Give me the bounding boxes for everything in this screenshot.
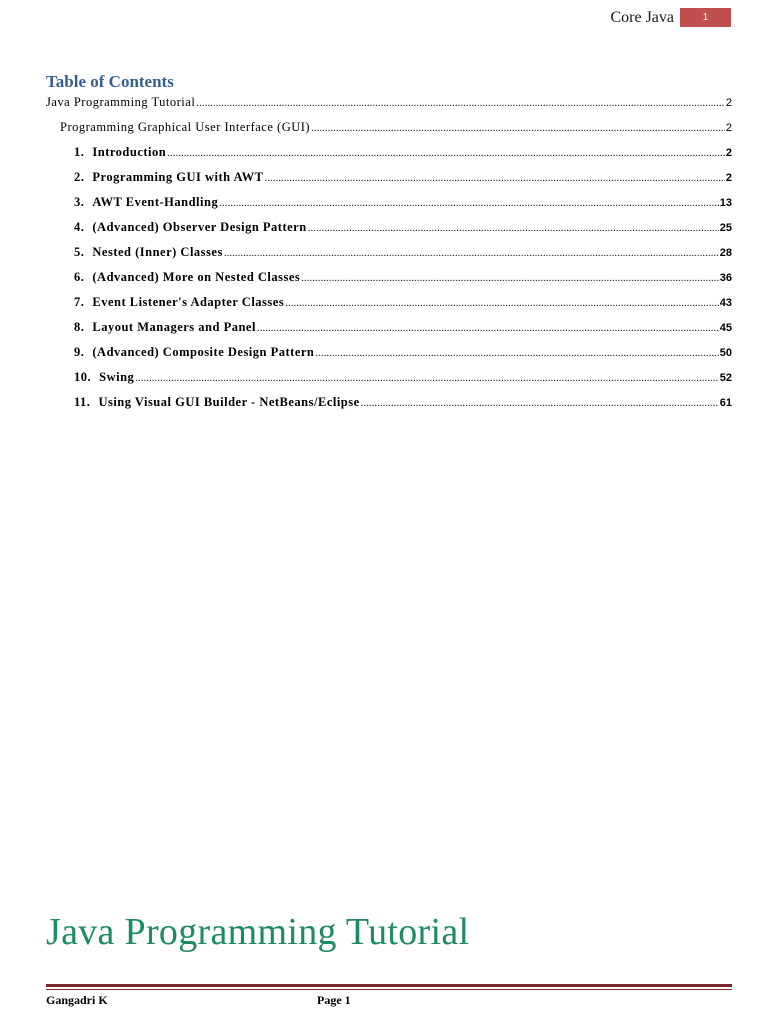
footer-author: Gangadri K: [46, 993, 108, 1007]
toc-entry-number: 9.: [74, 345, 85, 359]
toc-entry-page: 36: [719, 272, 732, 284]
toc-entry-number: 7.: [74, 295, 85, 309]
toc-entry[interactable]: [74, 220, 732, 236]
toc-entry-number: 3.: [74, 195, 85, 209]
toc-entry-page: 50: [719, 347, 732, 359]
toc-entry[interactable]: [74, 245, 732, 261]
document-title: Java Programming Tutorial: [46, 911, 470, 953]
toc-entry-label: [74, 195, 218, 210]
toc-entry-label: Java Programming Tutorial: [46, 95, 196, 109]
toc-entry-number: 4.: [74, 220, 85, 234]
toc-entry-page: 28: [719, 247, 732, 259]
toc-entry-text: Using Visual GUI Builder - NetBeans/Eclipse: [98, 395, 360, 409]
toc-entry-label: [74, 245, 223, 260]
toc-entry[interactable]: [74, 345, 732, 361]
toc-entry-page: 43: [719, 297, 732, 309]
toc-entry-text: (Advanced) Composite Design Pattern: [92, 345, 315, 359]
toc-leader-dots: [265, 172, 725, 184]
toc-entry-number: 8.: [74, 320, 85, 334]
toc-entry-number: 10.: [74, 370, 92, 384]
toc-leader-dots: [361, 397, 719, 409]
toc-entry-label: [74, 145, 166, 160]
toc-entry-page: 2: [725, 122, 732, 134]
toc-entry[interactable]: [60, 120, 732, 136]
toc-entry[interactable]: [74, 270, 732, 286]
toc-entry[interactable]: [74, 295, 732, 311]
header-title: Core Java: [610, 9, 674, 26]
footer-rule-thin: [46, 989, 732, 990]
toc-entry-text: Layout Managers and Panel: [92, 320, 256, 334]
toc-entry-number: 5.: [74, 245, 85, 259]
toc-entry-label: [74, 270, 300, 285]
toc-entry[interactable]: [74, 170, 732, 186]
toc-entry-text: Nested (Inner) Classes: [92, 245, 223, 259]
footer-rule-thick: [46, 984, 732, 987]
toc-entry-label: [74, 320, 256, 335]
toc-entry-page: 13: [719, 197, 732, 209]
toc-leader-dots: [301, 272, 718, 284]
toc-entry-page: 61: [719, 397, 732, 409]
toc-entry-label: [74, 345, 314, 360]
toc-entry-text: Programming GUI with AWT: [92, 170, 264, 184]
toc-leader-dots: [285, 297, 719, 309]
toc-entry-text: AWT Event-Handling: [92, 195, 219, 209]
toc-entry-label: [74, 220, 307, 235]
footer-page-label: Page 1: [317, 993, 351, 1007]
toc-leader-dots: [311, 122, 725, 134]
toc-entry[interactable]: [74, 145, 732, 161]
toc-entry-page: 2: [725, 97, 732, 109]
toc-entry-label: [74, 295, 284, 310]
toc-leader-dots: [135, 372, 718, 384]
toc-entry-label: [74, 395, 360, 410]
toc-entry-number: 6.: [74, 270, 85, 284]
page-number-badge: 1: [680, 8, 731, 27]
toc-leader-dots: [308, 222, 719, 234]
toc-entry-number: 1.: [74, 145, 85, 159]
toc-entry-label: [74, 170, 264, 185]
toc-entry[interactable]: [74, 370, 732, 386]
toc-entry-page: 25: [719, 222, 732, 234]
toc-leader-dots: [257, 322, 719, 334]
toc-entry-text: (Advanced) More on Nested Classes: [92, 270, 301, 284]
toc-leader-dots: [224, 247, 719, 259]
toc-heading: Table of Contents: [46, 72, 174, 91]
toc-entry[interactable]: [74, 320, 732, 336]
toc-entry-page: 52: [719, 372, 732, 384]
toc-entry-number: 11.: [74, 395, 91, 409]
toc-entry-page: 45: [719, 322, 732, 334]
toc-leader-dots: [167, 147, 725, 159]
toc-entry[interactable]: [46, 95, 732, 111]
toc-entry-page: 2: [725, 147, 732, 159]
toc-entry-page: 2: [725, 172, 732, 184]
toc-entry[interactable]: [74, 395, 732, 411]
toc-entry-text: (Advanced) Observer Design Pattern: [92, 220, 307, 234]
toc-entry-number: 2.: [74, 170, 85, 184]
toc-entry-label: Programming Graphical User Interface (GUI): [60, 120, 311, 134]
toc-entry-label: [74, 370, 134, 385]
toc-entry-text: Introduction: [92, 145, 167, 159]
toc-entry[interactable]: [74, 195, 732, 211]
toc-leader-dots: [315, 347, 718, 359]
toc-entry-text: Event Listener's Adapter Classes: [92, 295, 285, 309]
toc-leader-dots: [196, 97, 725, 109]
toc-leader-dots: [219, 197, 719, 209]
toc-entry-text: Swing: [99, 370, 135, 384]
